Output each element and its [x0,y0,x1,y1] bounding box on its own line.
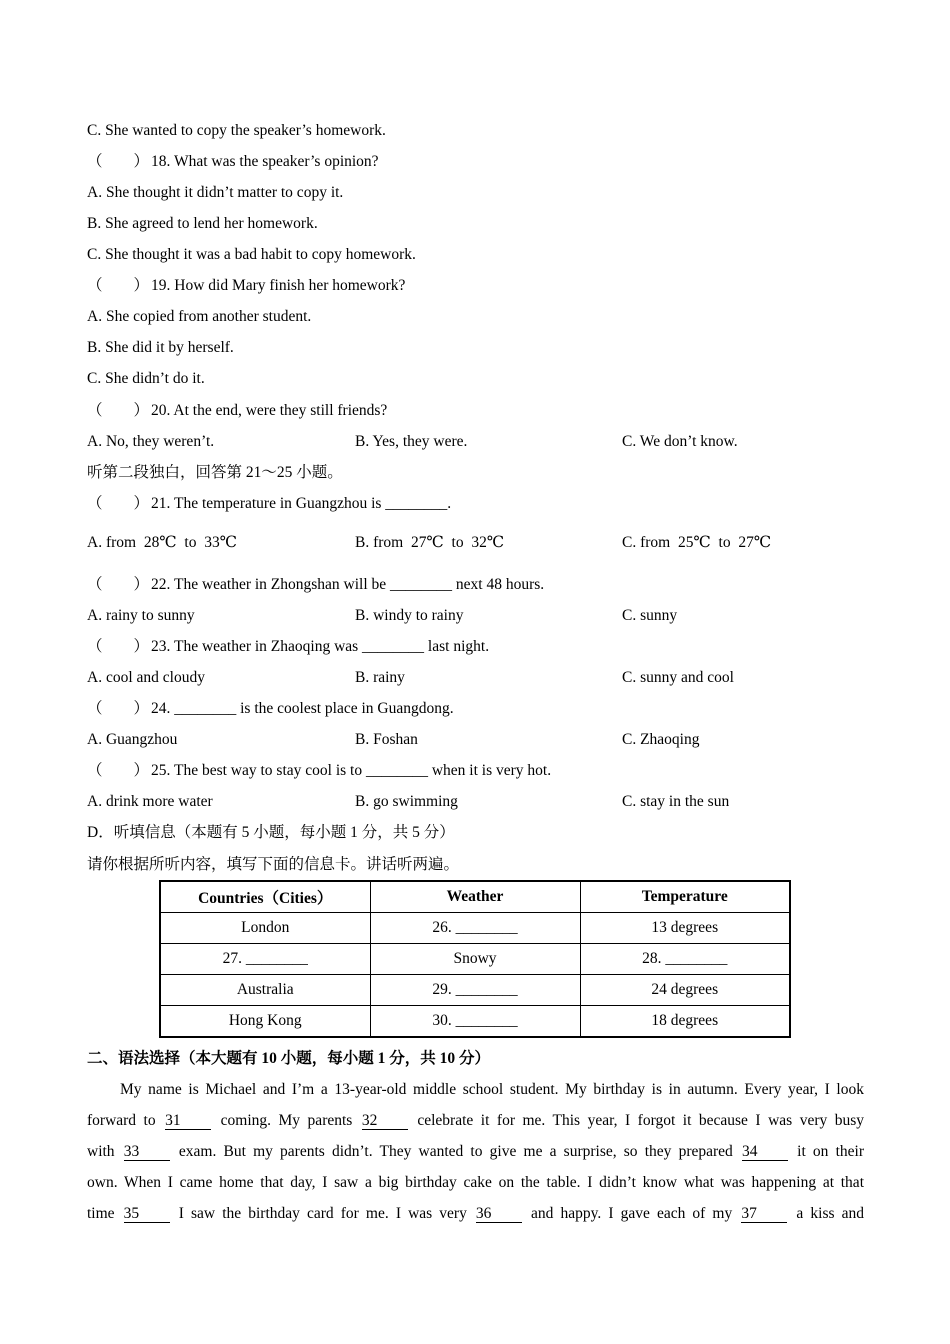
q23-option-c: C. sunny and cool [622,669,734,686]
passage-text: celebrate it for me. This year, I forgot it because I was very busy [417,1112,865,1129]
table-row [160,975,790,1006]
q18-option-c: C. She thought it was a bad habit to copy homework. [87,246,416,263]
blank-33[interactable]: 33 [124,1144,170,1161]
info-card-table [159,880,791,1038]
table-cell: Snowy [370,944,580,975]
answer-bracket[interactable]: （ ） [87,402,150,419]
answer-bracket[interactable]: （ ） [87,153,150,170]
q24-stem [87,699,454,719]
q23-text: 23. The weather in Zhaoqing was ________ last night. [151,638,490,655]
q23-option-a: A. cool and cloudy [87,669,205,686]
fill-blank-28[interactable]: 28. ________ [580,944,790,975]
q25-stem [87,761,551,781]
q22-stem [87,575,544,595]
passage-text: exam. But my parents didn’t. They wanted to give me a surprise, so they prepared [178,1143,733,1160]
q23-option-b: B. rainy [355,669,405,686]
passage-text: with [87,1143,115,1160]
table-cell: Hong Kong [160,1006,370,1038]
q18-stem [87,152,379,172]
table-row [160,944,790,975]
q20-option-b: B. Yes, they were. [355,433,468,450]
passage-text: and happy. I gave each of my [531,1205,733,1222]
column-header: Temperature [580,881,790,913]
section-d-instruction: 请你根据所听内容，填写下面的信息卡。讲话听两遍。 [87,856,460,873]
q24-option-a: A. Guangzhou [87,731,178,748]
answer-bracket[interactable]: （ ） [87,495,150,512]
q22-option-b: B. windy to rainy [355,607,464,624]
q25-option-b: B. go swimming [355,793,458,810]
fill-blank-26[interactable]: 26. ________ [370,913,580,944]
blank-36[interactable]: 36 [476,1206,522,1223]
answer-bracket[interactable]: （ ） [87,638,150,655]
q17-option-c: C. She wanted to copy the speaker’s homework. [87,122,386,139]
table-cell: 18 degrees [580,1006,790,1038]
column-header: Countries（Cities） [160,881,370,913]
blank-34[interactable]: 34 [742,1144,788,1161]
q22-option-c: C. sunny [622,607,678,624]
q19-stem [87,276,405,296]
fill-blank-29[interactable]: 29. ________ [370,975,580,1006]
q19-option-a: A. She copied from another student. [87,308,312,325]
q25-option-a: A. drink more water [87,793,213,810]
q24-option-c: C. Zhaoqing [622,731,700,748]
passage-text: it on their [797,1143,864,1160]
grammar-section-title: 二、语法选择（本大题有 10 小题，每小题 1 分，共 10 分） [87,1050,491,1067]
q25-option-c: C. stay in the sun [622,793,730,810]
q19-option-b: B. She did it by herself. [87,339,234,356]
passage-line-1 [120,1080,864,1100]
passage-line-3 [87,1142,864,1162]
answer-bracket[interactable]: （ ） [87,700,150,717]
table-cell: London [160,913,370,944]
passage-text: time [87,1205,115,1222]
blank-31[interactable]: 31 [165,1113,211,1130]
passage-line-4 [87,1173,864,1193]
answer-bracket[interactable]: （ ） [87,277,150,294]
q25-text: 25. The best way to stay cool is to ________ when it is very hot. [151,762,552,779]
q20-option-c: C. We don’t know. [622,433,738,450]
q18-text: 18. What was the speaker’s opinion? [151,153,379,170]
q24-option-b: B. Foshan [355,731,418,748]
passage-text: My name is Michael and I’m a 13-year-old middle school student. My birthday is in autumn. Every year, I look [120,1081,864,1098]
passage-text: own. When I came home that day, I saw a big birthday cake on the table. I didn’t know what was happening at that [87,1174,864,1191]
q23-options [87,668,864,688]
q22-text: 22. The weather in Zhongshan will be ________ next 48 hours. [151,576,545,593]
table-row [160,1006,790,1038]
table-cell: Australia [160,975,370,1006]
q21-options [87,533,864,553]
fill-blank-27[interactable]: 27. ________ [160,944,370,975]
q22-options [87,606,864,626]
q19-option-c: C. She didn’t do it. [87,370,205,387]
section-d-title: D．听填信息（本题有 5 小题，每小题 1 分，共 5 分） [87,824,455,841]
q24-options [87,730,864,750]
fill-blank-30[interactable]: 30. ________ [370,1006,580,1038]
q23-stem [87,637,489,657]
q24-text: 24. ________ is the coolest place in Guangdong. [151,700,454,717]
q25-options [87,792,864,812]
answer-bracket[interactable]: （ ） [87,576,150,593]
blank-37[interactable]: 37 [741,1206,787,1223]
passage-text: forward to [87,1112,156,1129]
table-row [160,913,790,944]
section2-intro: 听第二段独白，回答第 21～25 小题。 [87,464,343,481]
q20-text: 20. At the end, were they still friends? [151,402,388,419]
table-header-row [160,881,790,913]
q20-stem [87,401,387,421]
blank-35[interactable]: 35 [124,1206,170,1223]
q22-option-a: A. rainy to sunny [87,607,195,624]
q21-stem [87,494,451,514]
passage-line-5 [87,1204,864,1224]
q21-text: 21. The temperature in Guangzhou is ________. [151,495,452,512]
q21-option-c: C. from 25℃ to 27℃ [622,534,772,551]
q18-option-b: B. She agreed to lend her homework. [87,215,318,232]
passage-text: a kiss and [796,1205,864,1222]
table-cell: 24 degrees [580,975,790,1006]
q21-option-a: A. from 28℃ to 33℃ [87,534,238,551]
column-header: Weather [370,881,580,913]
q20-option-a: A. No, they weren’t. [87,433,215,450]
table-cell: 13 degrees [580,913,790,944]
passage-line-2 [87,1111,864,1131]
answer-bracket[interactable]: （ ） [87,762,150,779]
blank-32[interactable]: 32 [362,1113,408,1130]
passage-text: coming. My parents [220,1112,353,1129]
q21-option-b: B. from 27℃ to 32℃ [355,534,505,551]
q18-option-a: A. She thought it didn’t matter to copy it. [87,184,344,201]
q20-options [87,432,864,452]
passage-text: I saw the birthday card for me. I was very [178,1205,467,1222]
q19-text: 19. How did Mary finish her homework? [151,277,406,294]
